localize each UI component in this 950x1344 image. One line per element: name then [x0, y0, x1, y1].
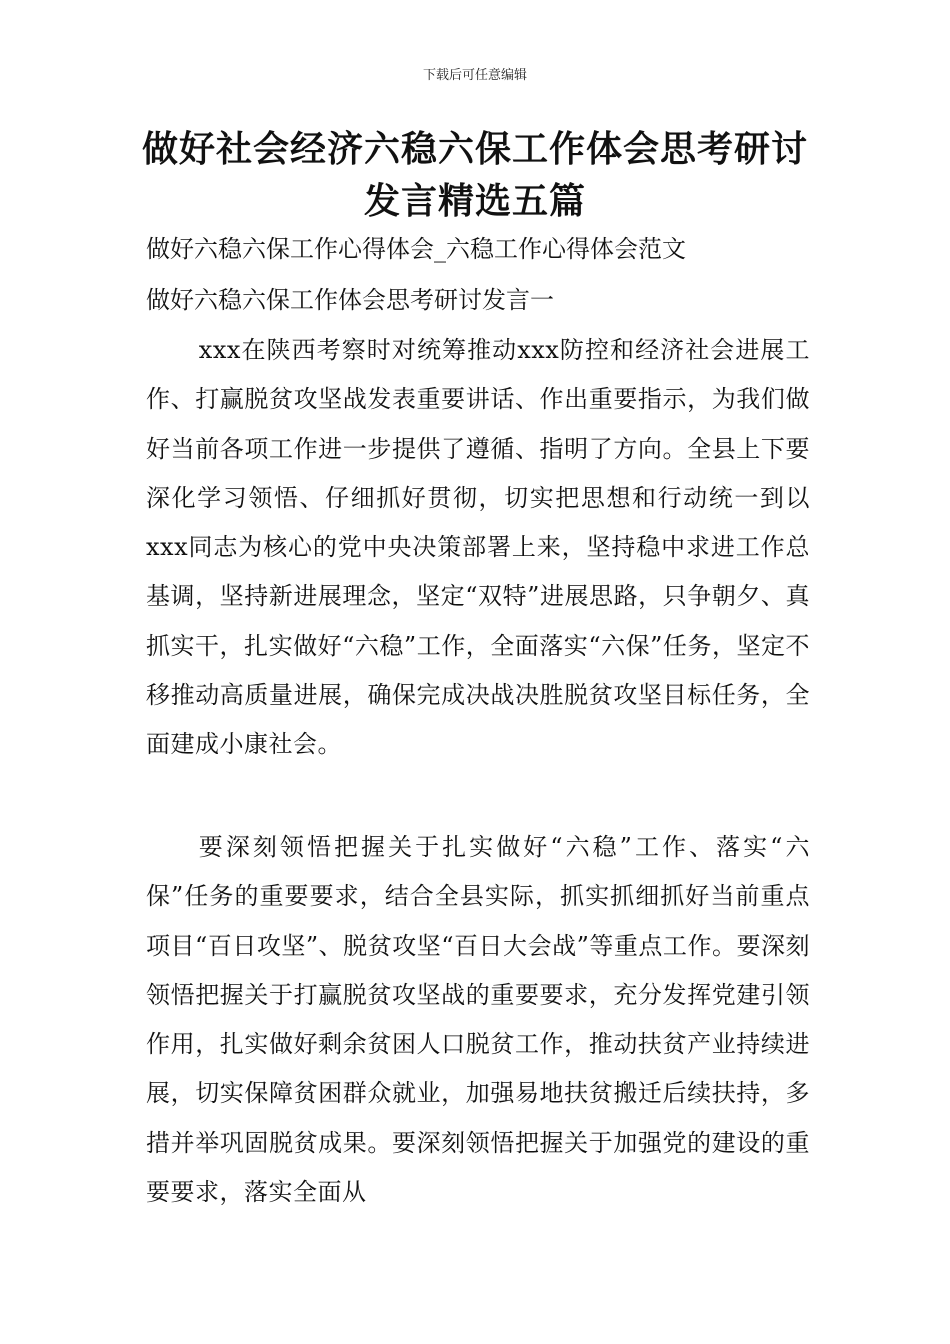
- paragraph-2: 要深刻领悟把握关于扎实做好“六稳”工作、落实“六保”任务的重要要求，结合全县实际，抓实抓细抓好当前重点项目“百日攻坚”、脱贫攻坚“百日大会战”等重点工作。要深刻领悟把握关于打赢脱贫攻坚战的重要要求，充分发挥党建引领作用，扎实做好剩余贫困人口脱贫工作，推动扶贫产业持续进展，切实保障贫困群众就业，加强易地扶贫搬迁后续扶持，多措并举巩固脱贫成果。要深刻领悟把握关于加强党的建设的重要要求，落实全面从: [146, 833, 810, 1207]
- header-note: 下载后可任意编辑: [422, 68, 527, 83]
- document-title: 做好社会经济六稳六保工作体会思考研讨发言精选五篇: [141, 129, 808, 222]
- subtitle-2: 做好六稳六保工作体会思考研讨发言一: [146, 286, 554, 314]
- subtitle-1: 做好六稳六保工作心得体会_六稳工作心得体会范文: [146, 235, 686, 263]
- paragraph-1: xxx在陕西考察时对统筹推动xxx防控和经济社会进展工作、打赢脱贫攻坚战发表重要讲话、作出重要指示，为我们做好当前各项工作进一步提供了遵循、指明了方向。全县上下要深化学习领悟、仔细抓好贯彻，切实把思想和行动统一到以xxx同志为核心的党中央决策部署上来，坚持稳中求进工作总基调，坚持新进展理念，坚定“双特”进展思路，只争朝夕、真抓实干，扎实做好“六稳”工作，全面落实“六保”任务，坚定不移推动高质量进展，确保完成决战决胜脱贫攻坚目标任务，全面建成小康社会。: [146, 336, 810, 759]
